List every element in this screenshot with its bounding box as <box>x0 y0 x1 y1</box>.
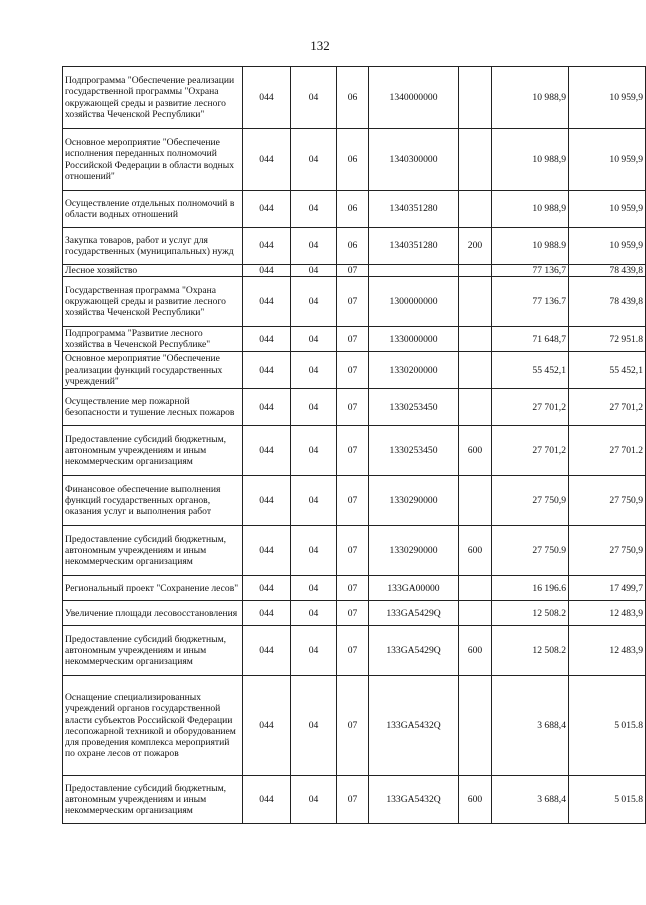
target-article-cell: 133GA5429Q <box>369 626 459 676</box>
row-name-cell: Осуществление отдельных полномочий в области водных отношений <box>63 191 243 228</box>
target-article-cell: 1340300000 <box>369 129 459 191</box>
table-row <box>63 129 646 191</box>
subsection-cell: 07 <box>337 389 369 426</box>
row-name-cell: Основное мероприятие "Обеспечение исполнения переданных полномочий Российской Федерации в области водных отношений" <box>63 129 243 191</box>
subsection-cell: 07 <box>337 426 369 476</box>
table-row <box>63 426 646 476</box>
target-article-cell: 133GA5429Q <box>369 601 459 626</box>
row-name-cell: Региональный проект "Сохранение лесов" <box>63 576 243 601</box>
expense-type-cell <box>459 476 492 526</box>
row-name-cell: Осуществление мер пожарной безопасности и тушение лесных пожаров <box>63 389 243 426</box>
target-article-cell: 1340000000 <box>369 67 459 129</box>
amount-year2-cell: 27 701,2 <box>569 389 646 426</box>
target-article-cell: 1300000000 <box>369 277 459 327</box>
amount-year2-cell: 10 959,9 <box>569 67 646 129</box>
subsection-cell: 07 <box>337 676 369 776</box>
row-name-cell: Увеличение площади лесовосстановления <box>63 601 243 626</box>
ministry-code-cell: 044 <box>243 526 291 576</box>
subsection-cell: 07 <box>337 277 369 327</box>
table-row <box>63 389 646 426</box>
amount-year2-cell: 27 701.2 <box>569 426 646 476</box>
row-name-cell: Основное мероприятие "Обеспечение реализации функций государственных учреждений" <box>63 352 243 389</box>
target-article-cell: 1330000000 <box>369 327 459 352</box>
amount-year2-cell: 5 015.8 <box>569 776 646 824</box>
target-article-cell: 1340351280 <box>369 191 459 228</box>
expense-type-cell <box>459 352 492 389</box>
amount-year1-cell: 12 508.2 <box>492 626 569 676</box>
subsection-cell: 06 <box>337 228 369 265</box>
table-row <box>63 676 646 776</box>
subsection-cell: 06 <box>337 67 369 129</box>
target-article-cell: 1330253450 <box>369 426 459 476</box>
target-article-cell: 133GA00000 <box>369 576 459 601</box>
ministry-code-cell: 044 <box>243 389 291 426</box>
row-name-cell: Предоставление субсидий бюджетным, автономным учреждениям и иным некоммерческим организациям <box>63 626 243 676</box>
amount-year2-cell: 17 499,7 <box>569 576 646 601</box>
row-name-cell: Закупка товаров, работ и услуг для государственных (муниципальных) нужд <box>63 228 243 265</box>
subsection-cell: 07 <box>337 327 369 352</box>
ministry-code-cell: 044 <box>243 228 291 265</box>
expense-type-cell <box>459 191 492 228</box>
subsection-cell: 07 <box>337 776 369 824</box>
subsection-cell: 07 <box>337 526 369 576</box>
amount-year1-cell: 27 701,2 <box>492 426 569 476</box>
row-name-cell: Предоставление субсидий бюджетным, автономным учреждениям и иным некоммерческим организациям <box>63 776 243 824</box>
section-cell: 04 <box>291 67 337 129</box>
row-name-cell: Лесное хозяйство <box>63 265 243 277</box>
ministry-code-cell: 044 <box>243 626 291 676</box>
subsection-cell: 07 <box>337 352 369 389</box>
amount-year2-cell: 78 439,8 <box>569 277 646 327</box>
row-name-cell: Подпрограмма "Обеспечение реализации государственной программы "Охрана окружающей среды и развитие лесного хозяйства Чеченской Республики" <box>63 67 243 129</box>
ministry-code-cell: 044 <box>243 576 291 601</box>
amount-year2-cell: 10 959,9 <box>569 129 646 191</box>
table-row <box>63 476 646 526</box>
section-cell: 04 <box>291 277 337 327</box>
table-row <box>63 776 646 824</box>
table-row <box>63 277 646 327</box>
ministry-code-cell: 044 <box>243 776 291 824</box>
amount-year2-cell: 27 750,9 <box>569 526 646 576</box>
expense-type-cell <box>459 676 492 776</box>
page-number: 132 <box>310 38 330 53</box>
table-row <box>63 265 646 277</box>
subsection-cell: 07 <box>337 626 369 676</box>
table-row <box>63 327 646 352</box>
ministry-code-cell: 044 <box>243 265 291 277</box>
expense-type-cell <box>459 327 492 352</box>
section-cell: 04 <box>291 776 337 824</box>
expense-type-cell <box>459 265 492 277</box>
subsection-cell: 07 <box>337 576 369 601</box>
section-cell: 04 <box>291 576 337 601</box>
ministry-code-cell: 044 <box>243 352 291 389</box>
section-cell: 04 <box>291 389 337 426</box>
subsection-cell: 07 <box>337 601 369 626</box>
target-article-cell: 1340351280 <box>369 228 459 265</box>
expense-type-cell: 600 <box>459 426 492 476</box>
ministry-code-cell: 044 <box>243 277 291 327</box>
table-row <box>63 626 646 676</box>
subsection-cell: 06 <box>337 129 369 191</box>
section-cell: 04 <box>291 265 337 277</box>
target-article-cell: 133GA5432Q <box>369 776 459 824</box>
amount-year1-cell: 27 750,9 <box>492 476 569 526</box>
expense-type-cell <box>459 601 492 626</box>
subsection-cell: 07 <box>337 265 369 277</box>
expense-type-cell <box>459 129 492 191</box>
amount-year1-cell: 10 988,9 <box>492 129 569 191</box>
ministry-code-cell: 044 <box>243 327 291 352</box>
amount-year2-cell: 55 452,1 <box>569 352 646 389</box>
section-cell: 04 <box>291 352 337 389</box>
section-cell: 04 <box>291 626 337 676</box>
budget-table <box>62 66 646 824</box>
expense-type-cell <box>459 576 492 601</box>
amount-year1-cell: 10 988,9 <box>492 67 569 129</box>
amount-year2-cell: 72 951.8 <box>569 327 646 352</box>
amount-year1-cell: 27 701,2 <box>492 389 569 426</box>
amount-year1-cell: 55 452,1 <box>492 352 569 389</box>
section-cell: 04 <box>291 601 337 626</box>
amount-year2-cell: 12 483,9 <box>569 601 646 626</box>
table-row <box>63 526 646 576</box>
section-cell: 04 <box>291 476 337 526</box>
ministry-code-cell: 044 <box>243 601 291 626</box>
expense-type-cell <box>459 67 492 129</box>
section-cell: 04 <box>291 228 337 265</box>
ministry-code-cell: 044 <box>243 129 291 191</box>
amount-year2-cell: 78 439,8 <box>569 265 646 277</box>
ministry-code-cell: 044 <box>243 676 291 776</box>
amount-year1-cell: 10 988.9 <box>492 228 569 265</box>
amount-year1-cell: 12 508.2 <box>492 601 569 626</box>
section-cell: 04 <box>291 191 337 228</box>
section-cell: 04 <box>291 426 337 476</box>
table-row <box>63 67 646 129</box>
expense-type-cell: 200 <box>459 228 492 265</box>
amount-year2-cell: 5 015.8 <box>569 676 646 776</box>
amount-year2-cell: 10 959,9 <box>569 228 646 265</box>
section-cell: 04 <box>291 327 337 352</box>
table-row <box>63 601 646 626</box>
expense-type-cell <box>459 389 492 426</box>
ministry-code-cell: 044 <box>243 191 291 228</box>
amount-year1-cell: 3 688,4 <box>492 776 569 824</box>
amount-year2-cell: 12 483,9 <box>569 626 646 676</box>
table-row <box>63 228 646 265</box>
expense-type-cell <box>459 277 492 327</box>
expense-type-cell: 600 <box>459 526 492 576</box>
table-row <box>63 352 646 389</box>
amount-year2-cell: 27 750,9 <box>569 476 646 526</box>
expense-type-cell: 600 <box>459 776 492 824</box>
row-name-cell: Подпрограмма "Развитие лесного хозяйства в Чеченской Республике" <box>63 327 243 352</box>
amount-year1-cell: 16 196.6 <box>492 576 569 601</box>
amount-year1-cell: 27 750.9 <box>492 526 569 576</box>
row-name-cell: Финансовое обеспечение выполнения функций государственных органов, оказания услуг и выполнения работ <box>63 476 243 526</box>
amount-year1-cell: 10 988,9 <box>492 191 569 228</box>
target-article-cell: 1330290000 <box>369 526 459 576</box>
ministry-code-cell: 044 <box>243 426 291 476</box>
section-cell: 04 <box>291 129 337 191</box>
target-article-cell: 1330200000 <box>369 352 459 389</box>
section-cell: 04 <box>291 676 337 776</box>
subsection-cell: 06 <box>337 191 369 228</box>
ministry-code-cell: 044 <box>243 476 291 526</box>
amount-year1-cell: 71 648,7 <box>492 327 569 352</box>
expense-type-cell: 600 <box>459 626 492 676</box>
row-name-cell: Государственная программа "Охрана окружающей среды и развитие лесного хозяйства Чеченской Республики" <box>63 277 243 327</box>
table-row <box>63 576 646 601</box>
ministry-code-cell: 044 <box>243 67 291 129</box>
section-cell: 04 <box>291 526 337 576</box>
subsection-cell: 07 <box>337 476 369 526</box>
target-article-cell: 133GA5432Q <box>369 676 459 776</box>
row-name-cell: Предоставление субсидий бюджетным, автономным учреждениям и иным некоммерческим организациям <box>63 426 243 476</box>
amount-year1-cell: 77 136.7 <box>492 277 569 327</box>
target-article-cell: 1330290000 <box>369 476 459 526</box>
amount-year2-cell: 10 959,9 <box>569 191 646 228</box>
table-row <box>63 191 646 228</box>
row-name-cell: Предоставление субсидий бюджетным, автономным учреждениям и иным некоммерческим организациям <box>63 526 243 576</box>
row-name-cell: Оснащение специализированных учреждений органов государственной власти субъектов Российской Федерации лесопожарной техникой и оборудованием для проведения комплекса мероприятий по охране лесов от пожаров <box>63 676 243 776</box>
amount-year1-cell: 77 136,7 <box>492 265 569 277</box>
target-article-cell: 1330253450 <box>369 389 459 426</box>
amount-year1-cell: 3 688,4 <box>492 676 569 776</box>
target-article-cell <box>369 265 459 277</box>
